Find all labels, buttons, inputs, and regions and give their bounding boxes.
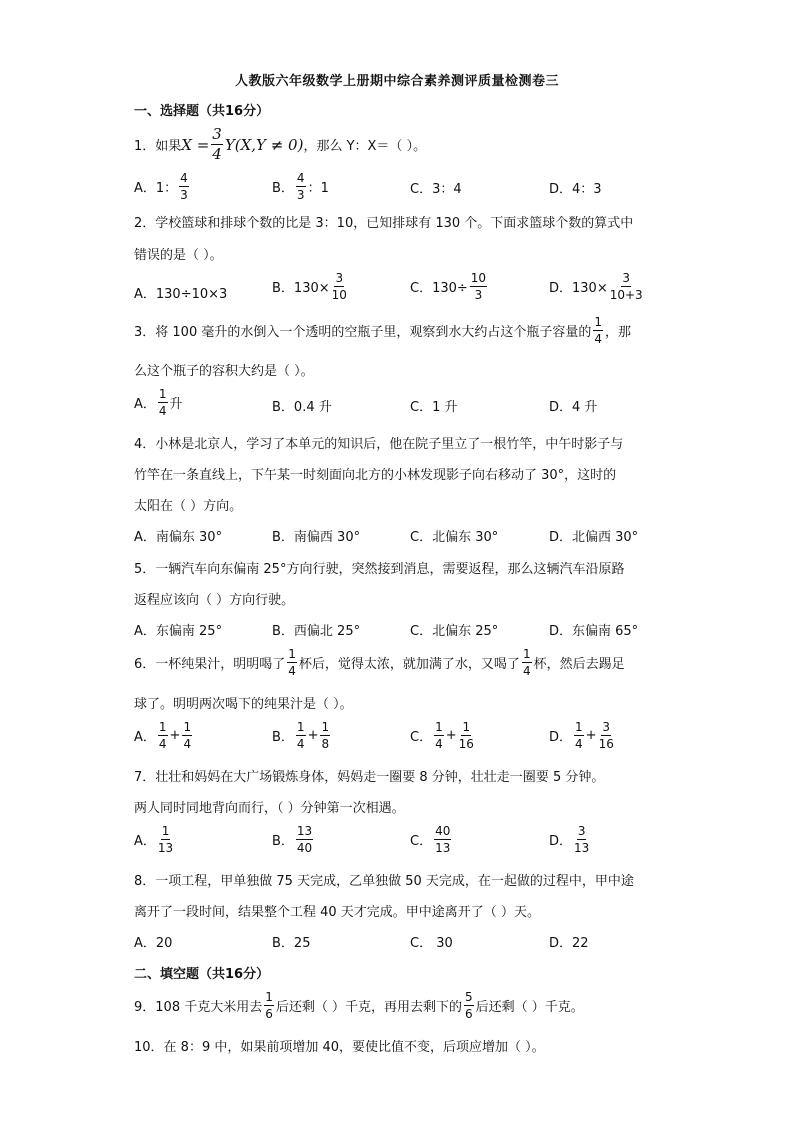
q8-option-c[interactable]: C． 30 — [410, 936, 453, 951]
fraction: $\frac{4}{3}$ — [180, 171, 188, 202]
question-3-line-1: 3．将 100 毫升的水倒入一个透明的空瓶子里，观察到水大约占这个瓶子容量的 $\frac{1}{4}$ ，那 — [134, 315, 632, 346]
q6-option-b[interactable]: B． $\frac{1}{4}$ + $\frac{1}{8}$ — [272, 720, 330, 751]
q2-option-a[interactable]: A．130÷10×3 — [134, 287, 228, 302]
question-4-line-1: 4．小林是北京人，学习了本单元的知识后，他在院子里立了一根竹竿，中午时影子与 — [134, 437, 624, 452]
question-7-line-1: 7．壮壮和妈妈在大广场锻炼身体，妈妈走一圈要 8 分钟，壮壮走一圈要 5 分钟。 — [134, 770, 605, 785]
q3-option-c[interactable]: C．1 升 — [410, 400, 458, 415]
q2-option-d[interactable]: D．130× $\frac{3}{10+3}$ — [549, 271, 643, 302]
q2-option-c[interactable]: C．130÷ $\frac{10}{3}$ — [410, 271, 487, 302]
q4-option-a[interactable]: A．南偏东 30° — [134, 530, 223, 545]
fraction: $\frac{1}{4}$ — [522, 647, 531, 678]
fraction: $\frac{1}{4}$ — [594, 315, 602, 346]
question-6-line-2: 球了。明明两次喝下的纯果汁是（ ）。 — [134, 697, 353, 712]
question-6-line-1: 6．一杯纯果汁，明明喝了 $\frac{1}{4}$ 杯后，觉得太浓，就加满了水，又喝了 $\frac{1}{4}$ 杯，然后去踢足 — [134, 647, 625, 678]
q6-option-c[interactable]: C． $\frac{1}{4}$ + $\frac{1}{16}$ — [410, 720, 474, 751]
q1-option-a[interactable]: A．1： $\frac{4}{3}$ — [134, 171, 188, 202]
q1-eq-fraction: $\frac{3}{4}$ — [212, 125, 222, 163]
fraction: $\frac{1}{13}$ — [157, 824, 174, 855]
question-4-line-3: 太阳在（ ）方向。 — [134, 499, 243, 514]
q7-option-c[interactable]: C． $\frac{40}{13}$ — [410, 824, 451, 855]
fraction: $\frac{3}{13}$ — [574, 824, 590, 855]
q1-option-d[interactable]: D．4：3 — [549, 182, 602, 197]
fraction: $\frac{1}{4}$ — [288, 647, 296, 678]
fraction: $\frac{3}{10+3}$ — [609, 271, 643, 302]
fraction: $\frac{1}{8}$ — [321, 720, 330, 751]
question-3-line-2: 么这个瓶子的容积大约是（ ）。 — [134, 364, 314, 379]
fraction: $\frac{10}{3}$ — [470, 271, 487, 302]
fraction: $\frac{1}{4}$ — [158, 720, 167, 751]
q8-option-d[interactable]: D．22 — [549, 936, 589, 951]
fraction: $\frac{1}{4}$ — [575, 720, 583, 751]
question-1 — [134, 127, 426, 162]
q5-option-d[interactable]: D．东偏南 65° — [549, 624, 639, 639]
q1-suffix: ，那么 Y：X＝（ ）。 — [303, 139, 427, 154]
q3-option-b[interactable]: B．0.4 升 — [272, 400, 332, 415]
q4-option-c[interactable]: C．北偏东 30° — [410, 530, 499, 545]
q1-eq-lhs: X = — [181, 135, 210, 154]
q2-option-b[interactable]: B．130× $\frac{3}{10}$ — [272, 271, 347, 302]
q1-option-b[interactable]: B． $\frac{4}{3}$ ：1 — [272, 171, 329, 202]
fraction: $\frac{4}{3}$ — [296, 171, 305, 202]
q7-option-b[interactable]: B． $\frac{13}{40}$ — [272, 824, 313, 855]
fraction: $\frac{1}{4}$ — [183, 720, 192, 751]
q4-option-b[interactable]: B．南偏西 30° — [272, 530, 361, 545]
q3-option-d[interactable]: D．4 升 — [549, 400, 598, 415]
q1-prefix: 1．如果 — [134, 139, 182, 154]
question-9: 9．108 千克大米用去 $\frac{1}{6}$ 后还剩（ ）千克，再用去剩下的 $\frac{5}{6}$ 后还剩（ ）千克。 — [134, 990, 584, 1021]
q7-option-a[interactable]: A． $\frac{1}{13}$ — [134, 824, 174, 855]
q1-option-c[interactable]: C．3：4 — [410, 182, 462, 197]
question-8-line-1: 8．一项工程，甲单独做 75 天完成，乙单独做 50 天完成，在一起做的过程中，甲中途 — [134, 874, 634, 889]
q3-option-a[interactable]: A． $\frac{1}{4}$ 升 — [134, 387, 183, 418]
question-5-line-1: 5．一辆汽车向东偏南 25°方向行驶，突然接到消息，需要返程，那么这辆汽车沿原路 — [134, 562, 625, 577]
fraction: $\frac{3}{10}$ — [331, 271, 347, 302]
section-heading-fill: 二、填空题（共16分） — [134, 967, 270, 982]
q6-option-d[interactable]: D． $\frac{1}{4}$ + $\frac{3}{16}$ — [549, 720, 614, 751]
q6-option-a[interactable]: A． $\frac{1}{4}$ + $\frac{1}{4}$ — [134, 720, 192, 751]
question-8-line-2: 离开了一段时间，结果整个工程 40 天才完成。甲中途离开了（ ）天。 — [134, 905, 540, 920]
fraction: $\frac{40}{13}$ — [435, 824, 451, 855]
question-10: 10．在 8：9 中，如果前项增加 40，要使比值不变，后项应增加（ ）。 — [134, 1040, 545, 1055]
q1-eq-rhs: Y(X,Y ≠ 0) — [224, 135, 304, 154]
q8-option-a[interactable]: A．20 — [134, 936, 173, 951]
fraction: $\frac{13}{40}$ — [296, 824, 313, 855]
question-7-line-2: 两人同时同地背向而行，（ ）分钟第一次相遇。 — [134, 801, 405, 816]
q5-option-b[interactable]: B．西偏北 25° — [272, 624, 361, 639]
fraction: $\frac{1}{6}$ — [265, 990, 273, 1021]
fraction: $\frac{1}{4}$ — [435, 720, 443, 751]
q4-option-d[interactable]: D．北偏西 30° — [549, 530, 639, 545]
q8-option-b[interactable]: B．25 — [272, 936, 311, 951]
fraction: $\frac{3}{16}$ — [598, 720, 614, 751]
q5-option-c[interactable]: C．北偏东 25° — [410, 624, 499, 639]
page-title: 人教版六年级数学上册期中综合素养测评质量检测卷三 — [234, 74, 559, 89]
q7-option-d[interactable]: D． $\frac{3}{13}$ — [549, 824, 590, 855]
section-heading-choice: 一、选择题（共16分） — [134, 104, 270, 119]
fraction: $\frac{5}{6}$ — [465, 990, 473, 1021]
question-4-line-2: 竹竿在一条直线上，下午某一时刻面向北方的小林发现影子向右移动了 30°，这时的 — [134, 468, 617, 483]
fraction: $\frac{1}{4}$ — [296, 720, 305, 751]
fraction: $\frac{1}{4}$ — [158, 387, 167, 418]
question-2-line-2: 错误的是（ ）。 — [134, 248, 223, 263]
question-2-line-1: 2．学校篮球和排球个数的比是 3：10，已知排球有 130 个。下面求篮球个数的算式中 — [134, 216, 634, 231]
question-5-line-2: 返程应该向（ ）方向行驶。 — [134, 593, 295, 608]
q5-option-a[interactable]: A．东偏南 25° — [134, 624, 223, 639]
fraction: $\frac{1}{16}$ — [458, 720, 474, 751]
